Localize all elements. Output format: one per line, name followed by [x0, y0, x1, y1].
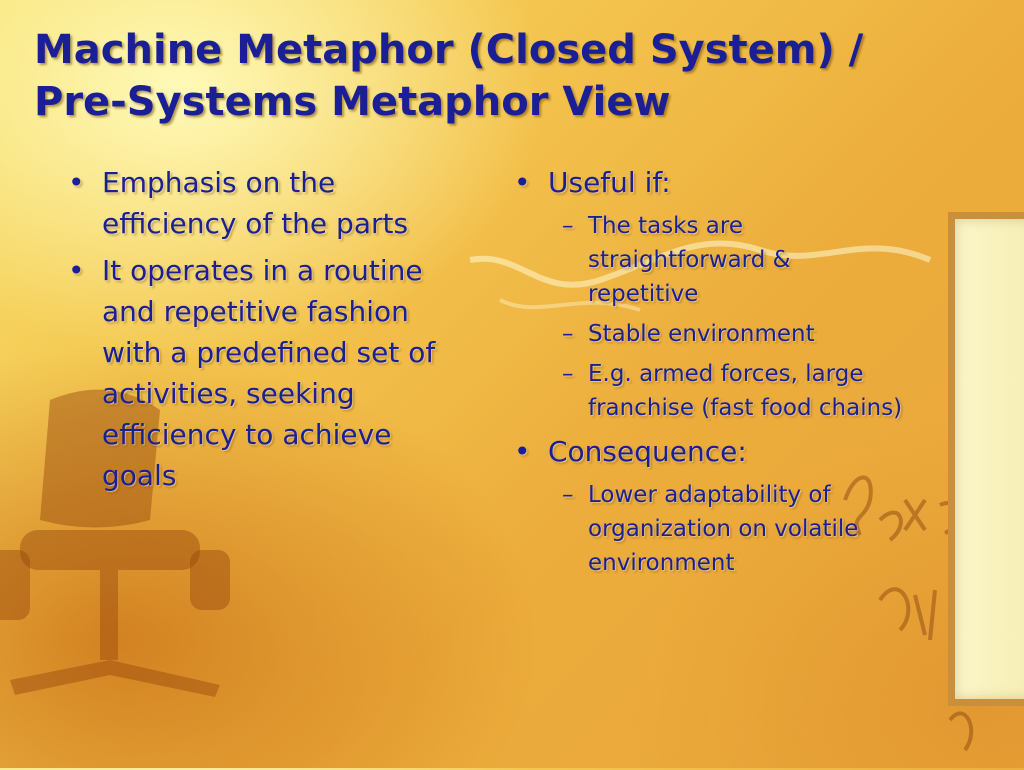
- sub-bullet-text: Lower adaptability of organization on volatile environment: [588, 482, 859, 576]
- bullet-text: Useful if:: [548, 166, 671, 199]
- bullet-dot: •: [68, 254, 85, 287]
- left-bullet-list: [62, 162, 472, 496]
- bullet-item-useful-if: [508, 162, 908, 203]
- slide-title-line-1: Machine Metaphor (Closed System) /: [34, 27, 864, 73]
- dash-marker: –: [562, 482, 574, 508]
- sub-bullet-text: Stable environment: [588, 321, 815, 347]
- sub-bullet-text: E.g. armed forces, large franchise (fast food chains): [588, 361, 903, 421]
- consequence-sublist: [552, 478, 908, 580]
- bullet-dot: •: [514, 166, 531, 199]
- bullet-text: Emphasis on the efficiency of the parts: [102, 166, 409, 240]
- right-column: [508, 162, 908, 586]
- sub-bullet-text: The tasks are straightforward & repetitive: [588, 213, 791, 307]
- dash-marker: –: [562, 361, 574, 387]
- bullet-text: It operates in a routine and repetitive fashion with a predefined set of activities, seeking efficiency to achieve goals: [102, 254, 436, 492]
- bullet-text: Consequence:: [548, 435, 747, 468]
- sub-bullet-item: [552, 478, 908, 580]
- slide-title: [34, 24, 994, 128]
- left-column: [62, 162, 472, 502]
- bullet-dot: •: [514, 435, 531, 468]
- sub-bullet-item: [552, 209, 908, 311]
- useful-if-sublist: [552, 209, 908, 425]
- dash-marker: –: [562, 321, 574, 347]
- bullet-item-consequence: [508, 431, 908, 472]
- bullet-item: [62, 250, 472, 496]
- right-bullet-list: [508, 162, 908, 580]
- dash-marker: –: [562, 213, 574, 239]
- whiteboard-image: [948, 212, 1024, 706]
- sub-bullet-item: [552, 317, 908, 351]
- bullet-item: [62, 162, 472, 244]
- sub-bullet-item: [552, 357, 908, 425]
- bullet-dot: •: [68, 166, 85, 199]
- slide-title-line-2: Pre-Systems Metaphor View: [34, 79, 671, 125]
